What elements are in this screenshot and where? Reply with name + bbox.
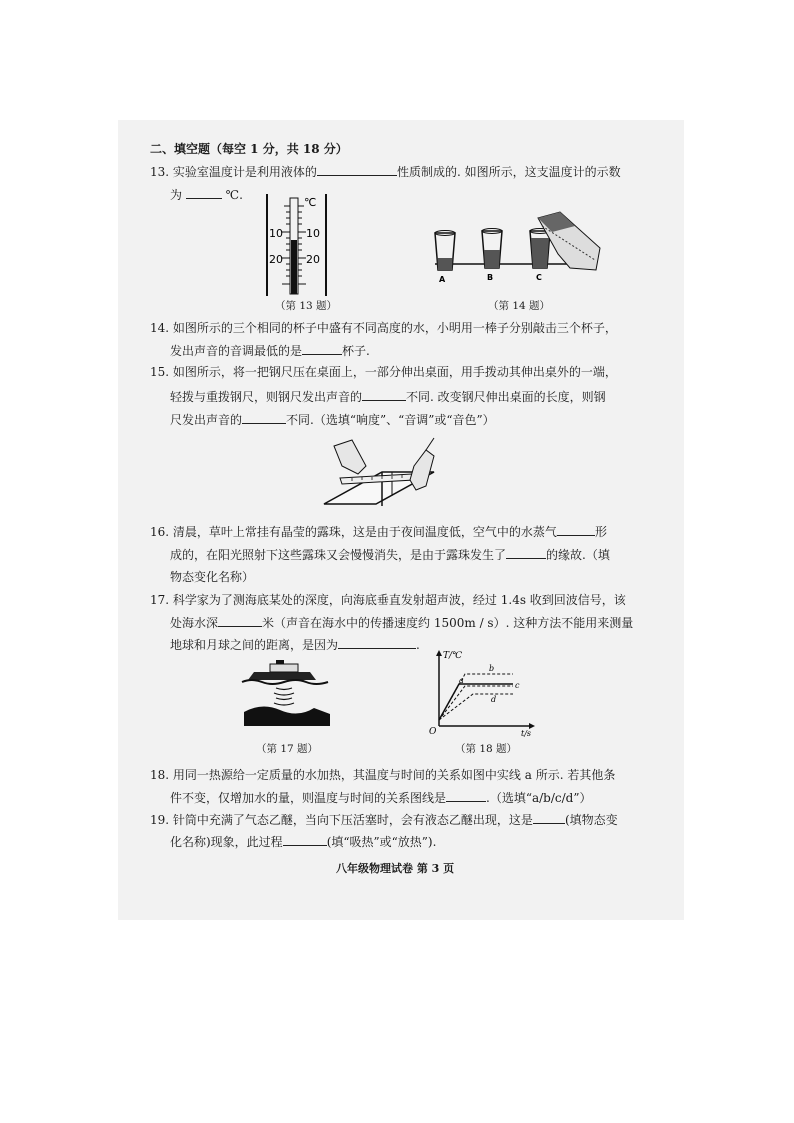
question-13-line-2: 为 ℃. (170, 188, 243, 202)
section-title: 二、填空题（每空 1 分，共 18 分） (150, 142, 348, 156)
question-number: 19. (150, 813, 170, 827)
temperature-time-graph (425, 650, 537, 736)
tick-label-right-upper: 10 (306, 227, 320, 240)
line-label-c: c (515, 681, 520, 690)
question-number: 13. (150, 165, 170, 179)
cup-a-label: A (439, 275, 446, 284)
caption-17: （第 17 题） (256, 743, 319, 755)
cup-b-label: B (487, 273, 494, 282)
question-14-line-1: 14. 如图所示的三个相同的杯子中盛有不同高度的水，小明用一棒子分别敲击三个杯子， (150, 321, 617, 335)
question-18-line-1: 18. 用同一热源给一定质量的水加热，其温度与时间的关系如图中实线 a 所示. 若其他条 (150, 768, 616, 782)
question-13-line-1: 13. 实验室温度计是利用液体的 性质制成的. 如图所示，这支温度计的示数 (150, 165, 621, 179)
question-14-line-2: 发出声音的音调最低的是 杯子. (170, 344, 370, 358)
y-axis-label: T/℃ (443, 651, 463, 661)
caption-14: （第 14 题） (488, 300, 551, 312)
question-19-line-1: 19. 针筒中充满了气态乙醚，当向下压活塞时，会有液态乙醚出现，这是 (填物态变 (150, 813, 618, 827)
tick-label-left-upper: 10 (269, 227, 283, 240)
answer-blank[interactable] (283, 833, 327, 846)
line-label-a: a (459, 676, 464, 685)
origin-label: O (429, 727, 437, 737)
caption-13: （第 13 题） (275, 300, 338, 312)
question-15-line-2: 轻拨与重拨钢尺，则钢尺发出声音的 不同. 改变钢尺伸出桌面的长度，则钢 (170, 390, 606, 404)
line-label-b: b (489, 664, 495, 673)
cups-figure (430, 208, 610, 288)
answer-blank[interactable] (446, 789, 486, 802)
tick-label-left-lower: 20 (269, 253, 283, 266)
answer-blank[interactable] (533, 811, 565, 824)
question-number: 16. (150, 525, 170, 539)
question-16-line-2: 成的，在阳光照射下这些露珠又会慢慢消失，是由于露珠发生了 的缘故.（填 (170, 548, 610, 562)
answer-blank[interactable] (218, 614, 262, 627)
answer-blank[interactable] (186, 186, 222, 199)
question-number: 18. (150, 768, 170, 782)
question-18-line-2: 件不变，仅增加水的量，则温度与时间的关系图线是 .（选填“a/b/c/d”） (170, 791, 592, 805)
answer-blank[interactable] (302, 342, 342, 355)
ruler-on-table-figure (322, 436, 437, 508)
answer-blank[interactable] (242, 411, 286, 424)
thermometer-figure (262, 192, 332, 297)
question-17-line-1: 17. 科学家为了测海底某处的深度，向海底垂直发射超声波，经过 1.4s 收到回波信号，该 (150, 593, 626, 607)
question-15-line-1: 15. 如图所示，将一把钢尺压在桌面上，一部分伸出桌面，用手拨动其伸出桌外的一端， (150, 365, 617, 379)
caption-18: （第 18 题） (455, 743, 518, 755)
page-footer: 八年级物理试卷 第 3 页 (336, 862, 455, 875)
answer-blank[interactable] (338, 636, 416, 649)
question-17-line-3: 地球和月球之间的距离，是因为 . (170, 638, 420, 652)
thermometer-unit: ℃ (304, 196, 317, 209)
question-17-line-2: 处海水深 米（声音在海水中的传播速度约 1500m / s）. 这种方法不能用来测量 (170, 616, 634, 630)
answer-blank[interactable] (362, 388, 406, 401)
x-axis-label: t/s (521, 729, 532, 738)
line-label-d: d (491, 695, 497, 704)
ship-sonar-figure (240, 660, 332, 726)
question-number: 17. (150, 593, 170, 607)
answer-blank[interactable] (506, 546, 546, 559)
question-number: 15. (150, 365, 170, 379)
answer-blank[interactable] (557, 523, 595, 536)
question-15-line-3: 尺发出声音的 不同.（选填“响度”、“音调”或“音色”） (170, 413, 495, 427)
cup-c-label: C (536, 273, 542, 282)
question-16-line-1: 16. 清晨，草叶上常挂有晶莹的露珠，这是由于夜间温度低，空气中的水蒸气 形 (150, 525, 607, 539)
question-19-line-2: 化名称)现象，此过程 (填“吸热”或“放热”). (170, 835, 437, 849)
question-16-line-3: 物态变化名称） (170, 570, 255, 584)
question-number: 14. (150, 321, 170, 335)
answer-blank[interactable] (317, 163, 397, 176)
tick-label-right-lower: 20 (306, 253, 320, 266)
